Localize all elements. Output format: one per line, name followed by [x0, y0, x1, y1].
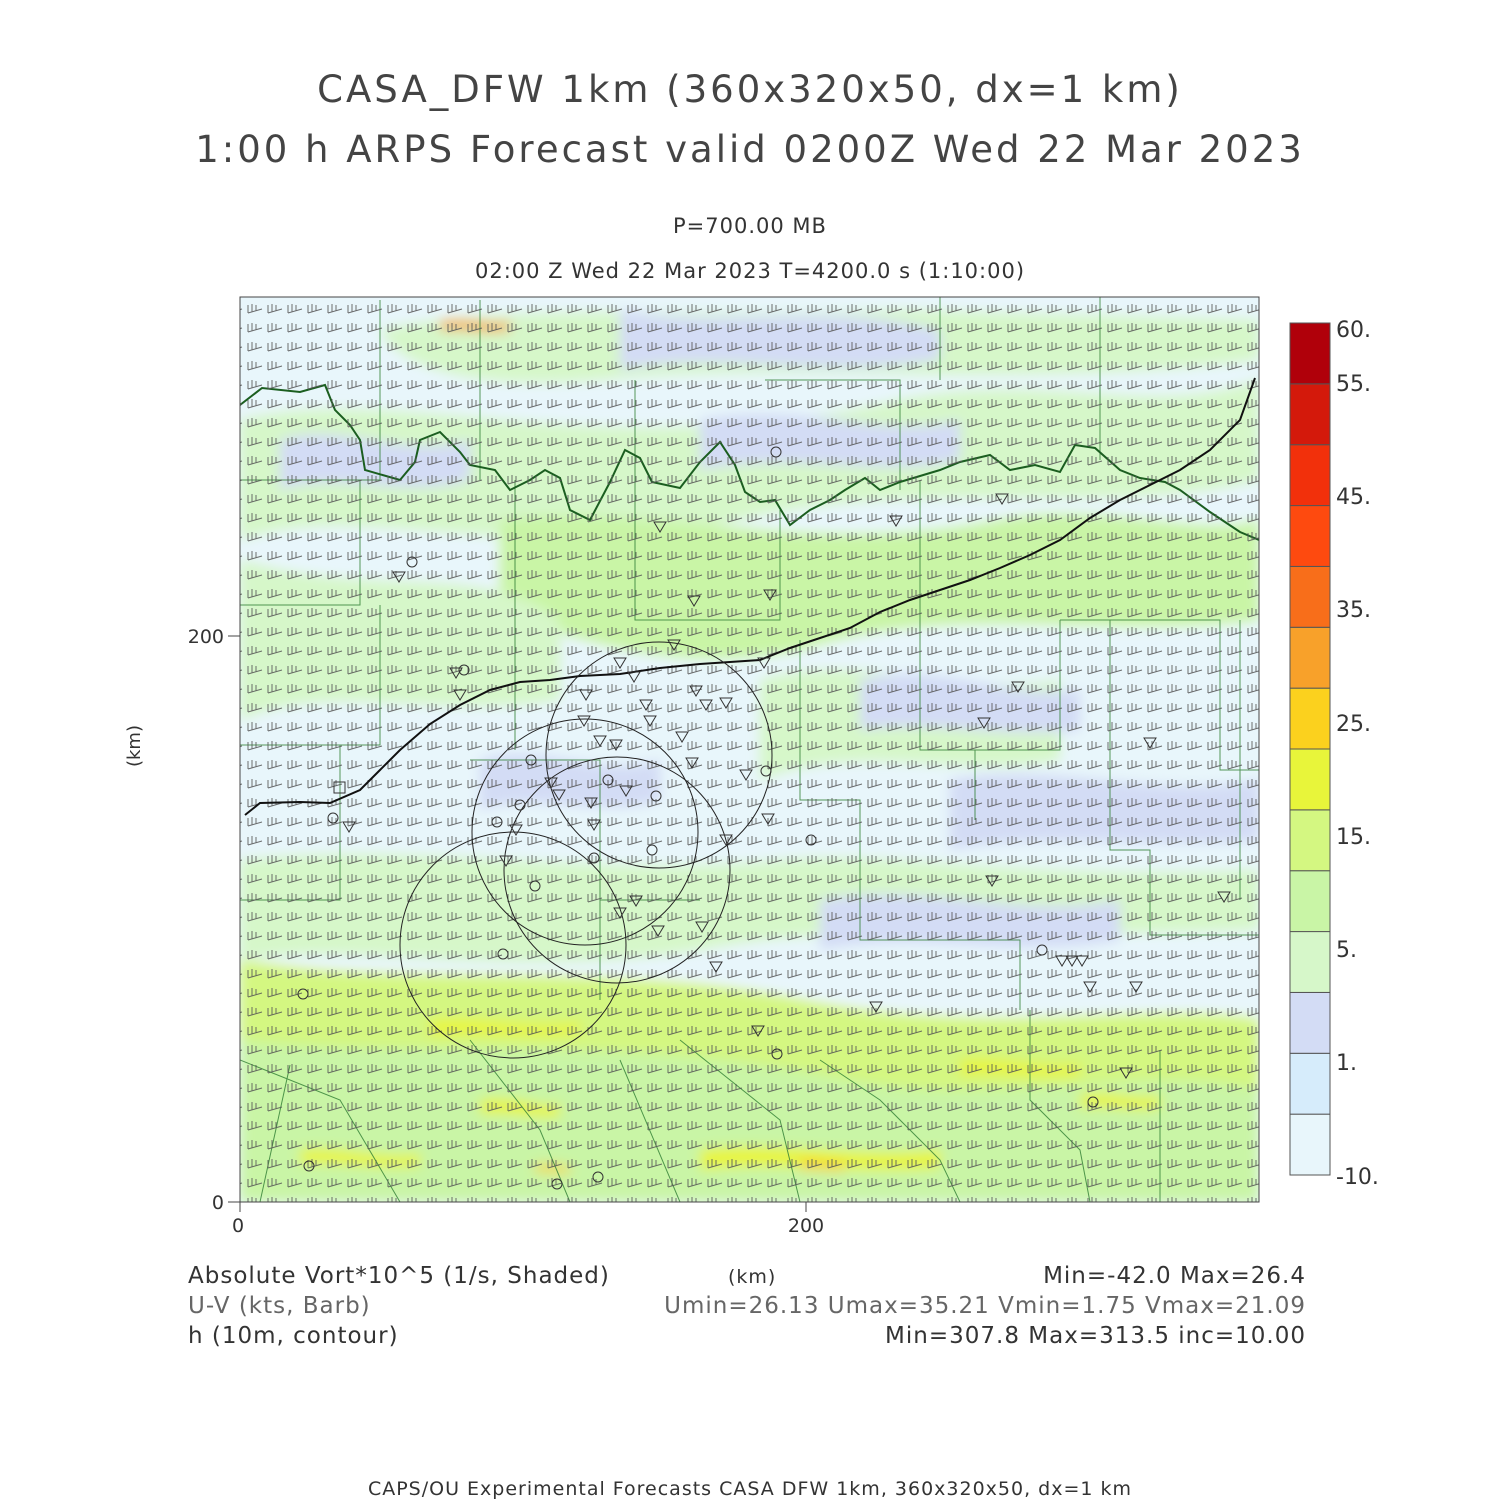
plot-title-line1: CASA_DFW 1km (360x320x50, dx=1 km): [317, 68, 1183, 111]
colorbar-label: 35.: [1336, 598, 1371, 623]
colorbar-swatch: [1290, 688, 1330, 749]
y-axis-label: (km): [124, 724, 145, 768]
colorbar-swatch: [1290, 871, 1330, 932]
colorbar-label: 45.: [1336, 485, 1371, 510]
colorbar-label: 15.: [1336, 825, 1371, 850]
plot-title-line2: 1:00 h ARPS Forecast valid 0200Z Wed 22 Mar 2023: [195, 128, 1305, 171]
legend-field3: h (10m, contour): [188, 1323, 399, 1349]
plot-area: [240, 297, 1259, 1202]
colorbar-swatch: [1290, 932, 1330, 993]
x-axis-label: (km): [728, 1266, 777, 1288]
footer-credit: CAPS/OU Experimental Forecasts CASA DFW 1km, 360x320x50, dx=1 km: [367, 1478, 1133, 1500]
y-tick-200: 200: [187, 626, 224, 648]
colorbar-swatch: [1290, 992, 1330, 1053]
legend-field1-stats: Min=-42.0 Max=26.4: [1043, 1263, 1306, 1289]
colorbar-swatch: [1290, 566, 1330, 627]
colorbar-swatch: [1290, 749, 1330, 810]
colorbar-swatch: [1290, 323, 1330, 384]
colorbar-swatch: [1290, 810, 1330, 871]
colorbar-label: 55.: [1336, 372, 1371, 397]
x-tick-0: 0: [231, 1215, 245, 1237]
colorbar: [1290, 318, 1379, 1190]
colorbar-label: 60.: [1336, 318, 1371, 343]
colorbar-swatch: [1290, 627, 1330, 688]
colorbar-swatch: [1290, 445, 1330, 506]
colorbar-label: 1.: [1336, 1051, 1357, 1076]
valid-time: 02:00 Z Wed 22 Mar 2023 T=4200.0 s (1:10:00): [474, 259, 1026, 283]
colorbar-swatch: [1290, 506, 1330, 567]
legend-field2: U-V (kts, Barb): [188, 1293, 371, 1319]
colorbar-swatch: [1290, 1053, 1330, 1114]
legend-field2-stats: Umin=26.13 Umax=35.21 Vmin=1.75 Vmax=21.09: [664, 1293, 1306, 1319]
pressure-level: P=700.00 MB: [673, 214, 827, 238]
colorbar-label: -10.: [1336, 1165, 1379, 1190]
colorbar-swatch: [1290, 1114, 1330, 1175]
legend-field3-stats: Min=307.8 Max=313.5 inc=10.00: [885, 1323, 1306, 1349]
x-tick-200: 200: [787, 1215, 825, 1237]
legend-field1: Absolute Vort*10^5 (1/s, Shaded): [188, 1263, 610, 1289]
colorbar-label: 5.: [1336, 938, 1357, 963]
colorbar-swatch: [1290, 384, 1330, 445]
barbs-layer: [240, 297, 1259, 1202]
colorbar-label: 25.: [1336, 712, 1371, 737]
y-tick-0: 0: [211, 1192, 224, 1214]
